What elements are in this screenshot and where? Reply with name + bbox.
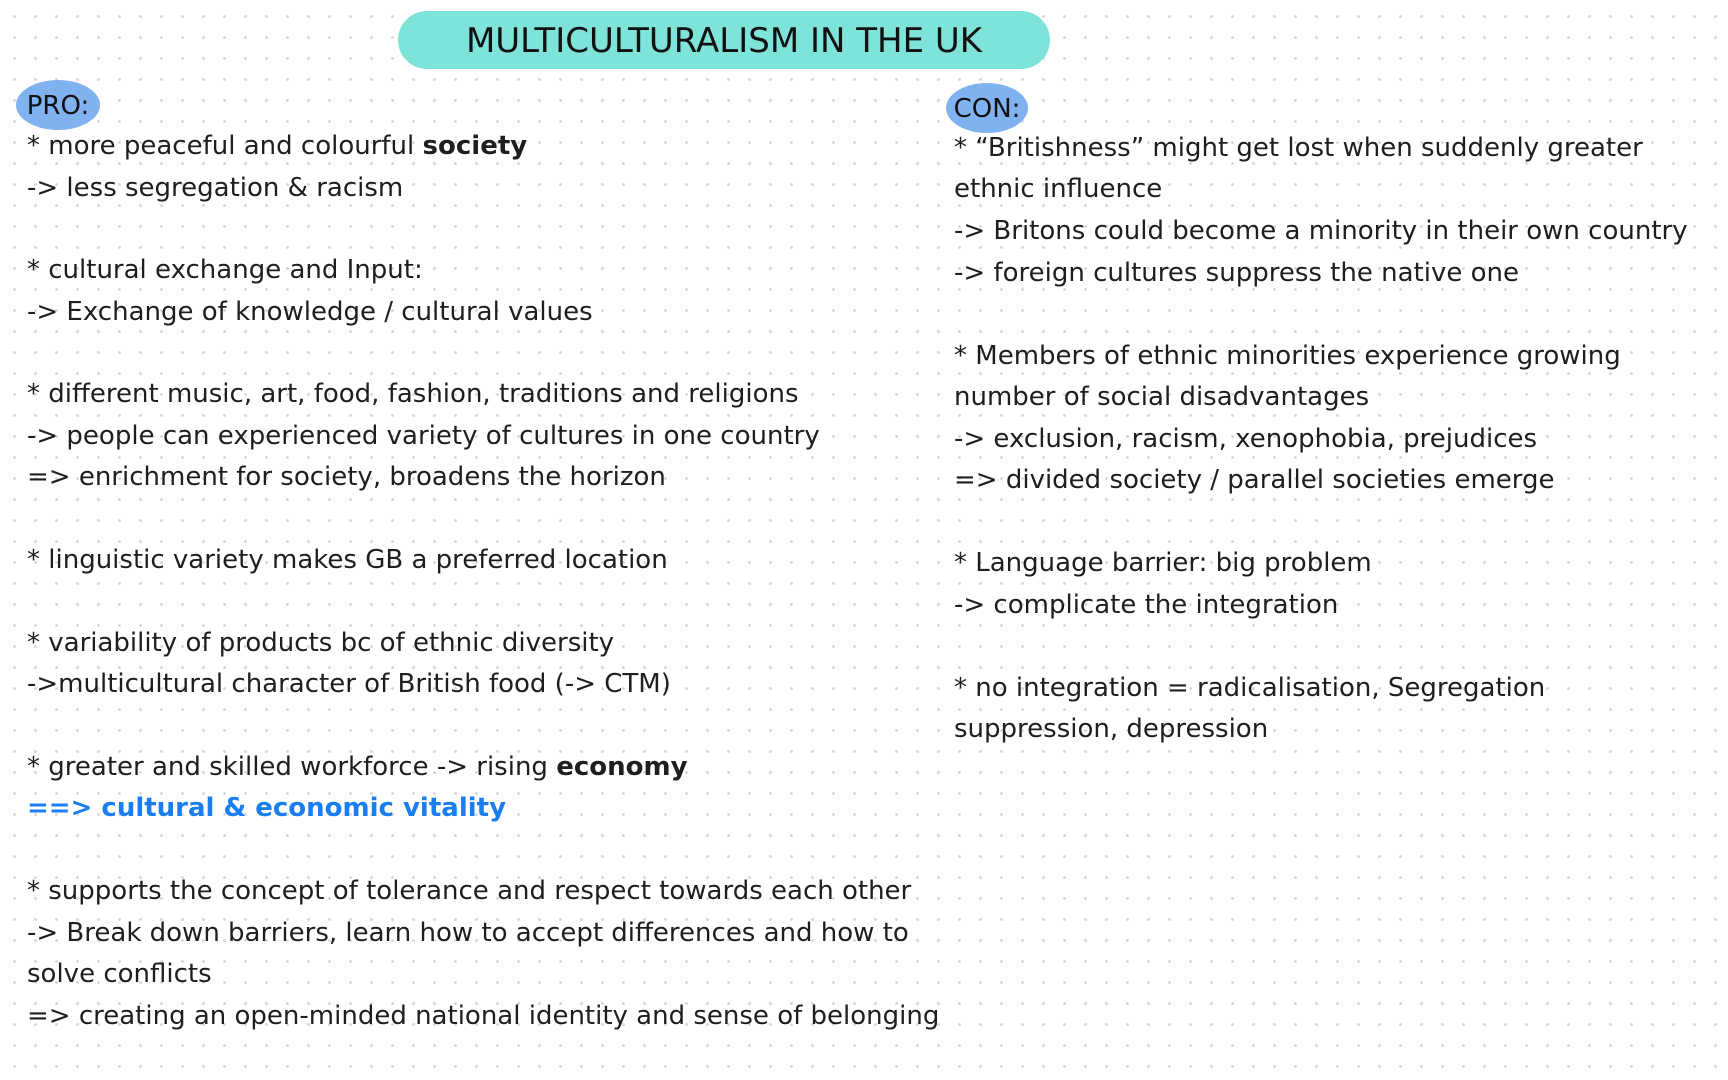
con-line-2: ethnic influence — [954, 174, 1163, 204]
pro-line-15: solve conflicts — [27, 959, 212, 989]
pro-line-3: * cultural exchange and Input: — [27, 255, 423, 285]
con-line-7: -> exclusion, racism, xenophobia, prejudices — [954, 424, 1538, 454]
pro-line-2: -> less segregation & racism — [27, 173, 404, 203]
pro-line-11-bold: economy — [556, 752, 688, 782]
pro-label: PRO: — [16, 80, 100, 130]
con-line-6: number of social disadvantages — [954, 382, 1370, 412]
pro-line-6: -> people can experienced variety of cultures in one country — [27, 421, 820, 451]
con-line-11: * no integration = radicalisation, Segregation — [954, 673, 1546, 703]
pro-line-10: ->multicultural character of British food (-> CTM) — [27, 669, 671, 699]
pro-line-1-text: * more peaceful and colourful — [27, 131, 423, 161]
pro-line-7: => enrichment for society, broadens the horizon — [27, 462, 666, 492]
pro-line-12-highlight: ==> cultural & economic vitality — [27, 793, 507, 823]
pro-line-5: * different music, art, food, fashion, traditions and religions — [27, 379, 799, 409]
con-line-1: * “Britishness” might get lost when suddenly greater — [954, 133, 1643, 163]
con-line-3: -> Britons could become a minority in their own country — [954, 216, 1688, 246]
pro-line-4: -> Exchange of knowledge / cultural values — [27, 297, 593, 327]
con-line-10: -> complicate the integration — [954, 590, 1339, 620]
pro-line-1 — [27, 128, 947, 164]
pro-line-13: * supports the concept of tolerance and respect towards each other — [27, 876, 912, 906]
con-line-9: * Language barrier: big problem — [954, 548, 1372, 578]
pro-line-1-bold: society — [422, 131, 528, 161]
pro-line-11 — [27, 749, 947, 785]
con-line-8: => divided society / parallel societies emerge — [954, 465, 1555, 495]
page-title: MULTICULTURALISM IN THE UK — [398, 11, 1050, 69]
con-label: CON: — [946, 83, 1028, 133]
pro-line-9: * variability of products bc of ethnic diversity — [27, 628, 615, 658]
con-line-5: * Members of ethnic minorities experience growing — [954, 341, 1621, 371]
pro-line-11-text: * greater and skilled workforce -> rising — [27, 752, 557, 782]
pro-line-14: -> Break down barriers, learn how to accept differences and how to — [27, 918, 909, 948]
pro-line-16: => creating an open-minded national identity and sense of belonging — [27, 1001, 940, 1031]
con-line-4: -> foreign cultures suppress the native one — [954, 258, 1519, 288]
pro-line-8: * linguistic variety makes GB a preferred location — [27, 545, 668, 575]
con-line-12: suppression, depression — [954, 714, 1269, 744]
